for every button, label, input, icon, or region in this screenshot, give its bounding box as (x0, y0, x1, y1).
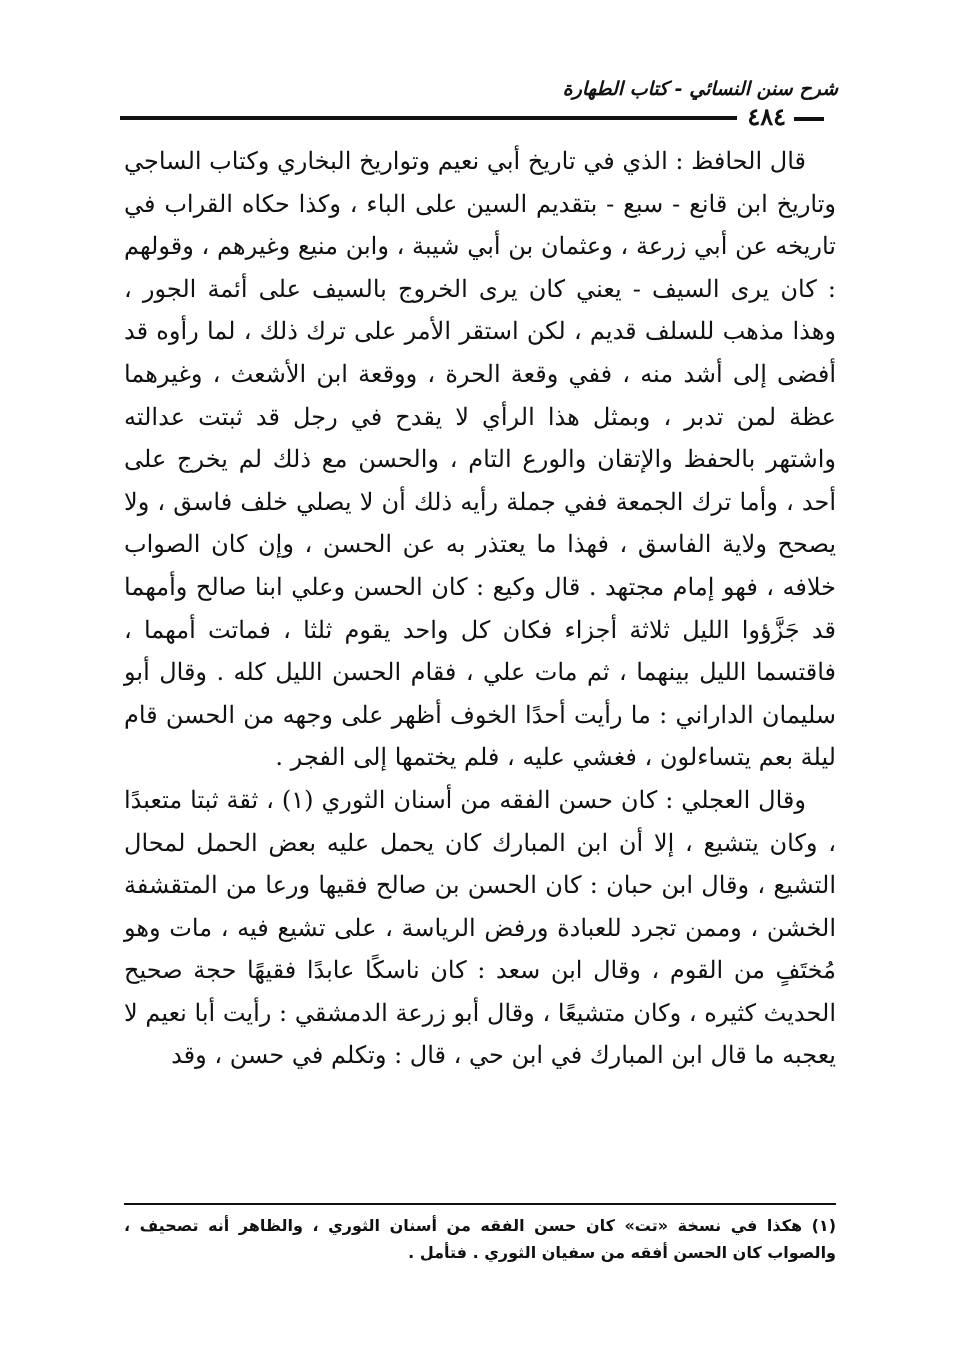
paragraph-2: وقال العجلي : كان حسن الفقه من أسنان الثوري (١) ، ثقة ثبتا متعبدًا ، وكان يتشيع ، إلا أن ابن المبارك كان يحمل عليه بعض الحمل لمحال التشيع ، وقال ابن حبان : كان الحسن بن صالح فقيها ورعا من المتقشفة الخشن ، وممن تجرد للعبادة ورفض الرياسة ، على تشيع فيه ، مات وهو مُختَفٍ من القوم ، وقال ابن سعد : كان ناسكًا عابدًا فقيهًا حجة صحيح الحديث كثيره ، وكان متشيعًا ، وقال أبو زرعة الدمشقي : رأيت أبا نعيم لا يعجبه ما قال ابن المبارك في ابن حي ، قال : وتكلم في حسن ، وقد (124, 785, 836, 1070)
page-number-dash (794, 117, 824, 121)
page-header (120, 70, 838, 130)
footnote-rule (124, 1203, 836, 1205)
page-number: ٤٨٤ (747, 102, 786, 131)
running-title: شرح سنن النسائي - كتاب الطهارة (562, 78, 838, 100)
paragraph-1: قال الحافظ : الذي في تاريخ أبي نعيم وتواريخ البخاري وكتاب الساجي وتاريخ ابن قانع - سبع - بتقديم السين على الباء ، وكذا حكاه القراب في تاريخه عن أبي زرعة ، وعثمان بن أبي شيبة ، وابن منيع وغيرهم ، وقولهم : كان يرى السيف - يعني كان يرى الخروج بالسيف على أئمة الجور ، وهذا مذهب للسلف قديم ، لكن استقر الأمر على ترك ذلك ، لما رأوه قد أفضى إلى أشد منه ، ففي وقعة الحرة ، ووقعة ابن الأشعث ، وغيرهما عظة لمن تدبر ، وبمثل هذا الرأي لا يقدح في رجل قد ثبتت عدالته واشتهر بالحفظ والإتقان والورع التام ، والحسن مع ذلك لم يخرج على أحد ، وأما ترك الجمعة ففي جملة رأيه ذلك أن لا يصلي خلف فاسق ، ولا يصحح ولاية الفاسق ، فهذا ما يعتذر به عن الحسن ، وإن كان الصواب خلافه ، فهو إمام مجتهد . قال وكيع : كان الحسن وعلي ابنا صالح وأمهما قد جَزَّؤوا الليل ثلاثة أجزاء فكان كل واحد يقوم ثلثا ، فماتت أمهما ، فاقتسما الليل بينهما ، ثم مات علي ، فقام الحسن الليل كله . وقال أبو سليمان الداراني : ما رأيت أحدًا الخوف أظهر على وجهه من الحسن قام ليلة بعم يتساءلون ، فغشي عليه ، فلم يختمها إلى الفجر . (124, 147, 837, 772)
body-text (124, 140, 836, 1077)
page-number-block (737, 102, 838, 131)
footnote: (١) هكذا في نسخة «تت» كان حسن الفقه من أسنان الثوري ، والظاهر أنه تصحيف ، والصواب كان الحسن أفقه من سفيان الثوري . فتأمل . (124, 1216, 836, 1262)
header-rule (120, 116, 838, 120)
